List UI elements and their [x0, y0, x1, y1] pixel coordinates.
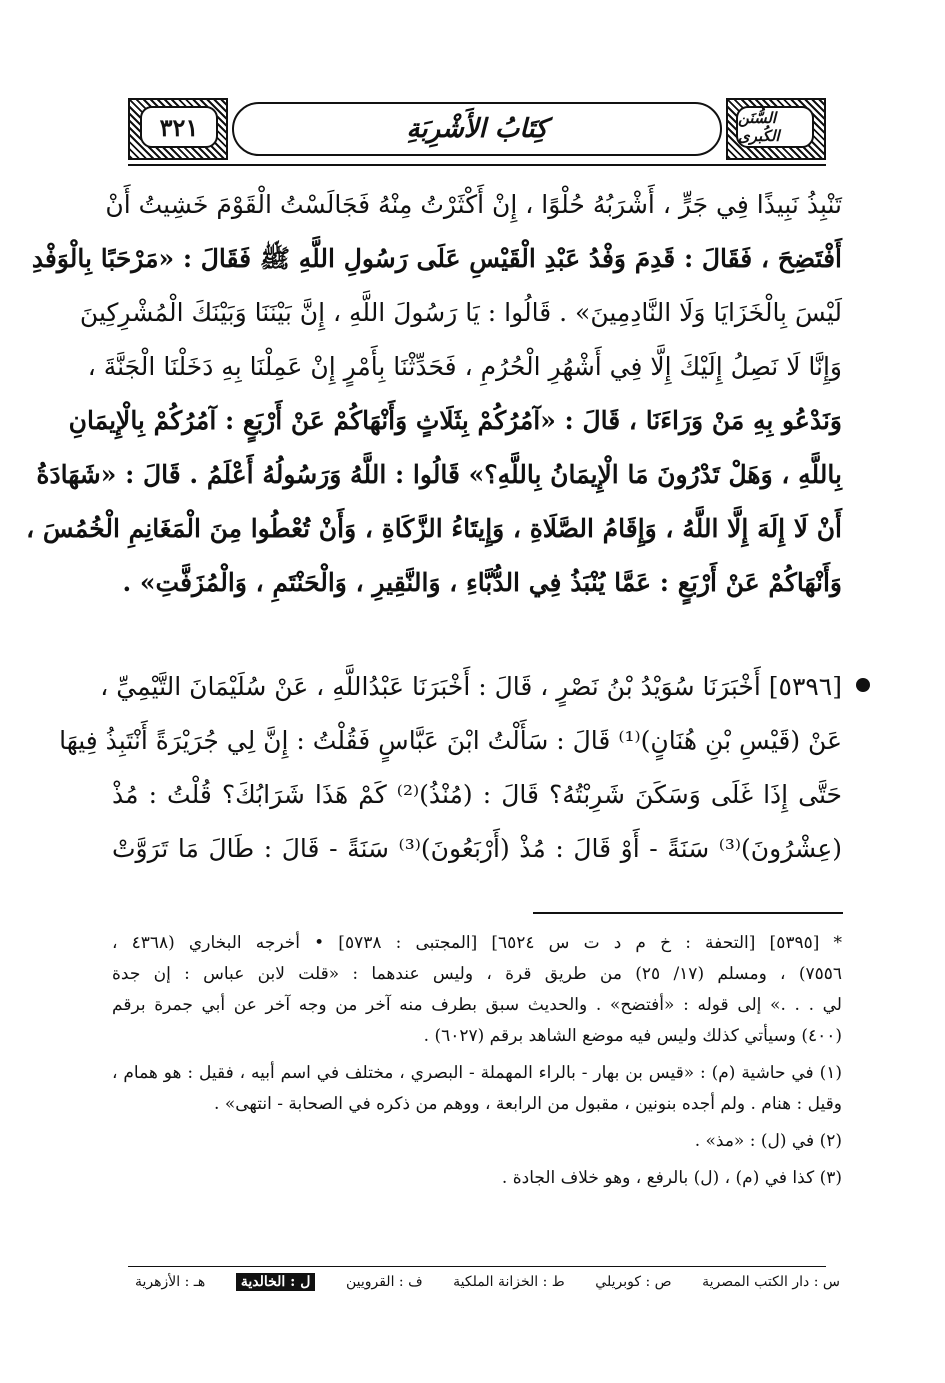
manuscript-legend [135, 1268, 840, 1296]
footnote-line: وقيل : هنام . ولم أجده بنونين ، مقبول من الرابعة ، ووهم من ذكره في الصحابة - انتهى» . [214, 1094, 842, 1114]
footnote-divider [533, 912, 843, 914]
header-divider [128, 164, 826, 166]
text-line: لَيْسَ بِالْخَزَايَا وَلَا النَّادِمِينَ» . قَالُوا : يَا رَسُولَ اللَّهِ ، إِنَّ بَيْنَنَا وَبَيْنَكَ الْمُشْرِكِينَ [79, 298, 842, 327]
page-number: ٣٢١ [140, 106, 218, 148]
footnote-line: ٧٥٥٦) ، ومسلم (١٧/ ٢٥) من طريق قرة ، وليس عندهما : «قلت لابن عباس : إن جدة [112, 964, 842, 984]
text-line: عَنْ (قَيْسِ بْنِ هُنَانٍ)⁽¹⁾ قَالَ : سَأَلْتُ ابْنَ عَبَّاسٍ فَقُلْتُ : إِنَّ لِي جُرَيْرَةً أَنْتَبِذُ فِيهَا [59, 726, 842, 755]
text-line: بِاللَّهِ ، وَهَلْ تَدْرُونَ مَا الْإِيمَانُ بِاللَّهِ؟» قَالُوا : اللَّهُ وَرَسُولُهُ أَعْلَمُ . قَالَ : «شَهَادَةُ [36, 460, 842, 489]
main-text [26, 178, 842, 610]
text-line: أَفْتَضِحَ ، فَقَالَ : قَدِمَ وَفْدُ عَبْدِ الْقَيْسِ عَلَى رَسُولِ اللَّهِ ﷺ فَقَالَ : «مَرْحَبًا بِالْوَفْدِ [31, 244, 842, 273]
footnote-line: * [٥٣٩٥] [التحفة : خ م د ت س ٦٥٢٤] [المجتبى : ٥٧٣٨] • أخرجه البخاري (٤٣٦٨ ، [112, 933, 842, 953]
text-line: وَإِنَّا لَا نَصِلُ إِلَيْكَ إِلَّا فِي أَشْهُرِ الْحُرُمِ ، فَحَدِّثْنَا بِأَمْرٍ إِنْ عَمِلْنَا بِهِ دَخَلْنَا الْجَنَّةَ ، [87, 352, 842, 381]
legend-item: ص : كوبريلي [595, 1274, 672, 1290]
chapter-title: كِتَابُ الأَشْرِبَةِ [406, 114, 548, 144]
text-line: تَنْبِذُ نَبِيذًا فِي جَرٍّ ، أَشْرَبُهُ حُلْوًا ، إِنْ أَكْثَرْتُ مِنْهُ فَجَالَسْتُ الْقَوْمَ خَشِيتُ أَنْ [105, 190, 842, 219]
text-line: وَنَدْعُو بِهِ مَنْ وَرَاءَنَا ، قَالَ : «آمُرُكُمْ بِثَلَاثٍ وَأَنْهَاكُمْ عَنْ أَرْبَعٍ : آمُرُكُمْ بِالْإِيمَانِ [68, 406, 842, 435]
legend-item: س : دار الكتب المصرية [702, 1274, 840, 1290]
footnote-line: (١) في حاشية (م) : «قيس بن بهار - بالراء المهملة - البصري ، مختلف في اسم أبيه ، فقيل : هو همام ، [112, 1063, 842, 1083]
footnote-line: (٣) كذا في (م) ، (ل) بالرفع ، وهو خلاف الجادة . [501, 1168, 842, 1188]
book-logo: السُّنَن الكُبرى [736, 106, 814, 148]
legend-item: ف : القرويين [345, 1274, 423, 1290]
page-header [128, 98, 826, 160]
text-line: [٥٣٩٦] أَخْبَرَنَا سُوَيْدُ بْنُ نَصْرٍ ، قَالَ : أَخْبَرَنَا عَبْدُاللَّهِ ، عَنْ سُلَيْمَانَ التَّيْمِيِّ ، [100, 672, 842, 701]
text-line: حَتَّى إِذَا غَلَى وَسَكَنَ شَرِبْتُهُ؟ قَالَ : (مُنْذُ)⁽²⁾ كَمْ هَذَا شَرَابُكَ؟ قُلْتُ : مُذْ [112, 780, 842, 809]
legend-item-highlighted: ل : الخالدية [236, 1273, 316, 1291]
footnotes [112, 928, 842, 1194]
text-line: (عِشْرُونَ)⁽³⁾ سَنَةً - أَوْ قَالَ : مُذْ (أَرْبَعُونَ)⁽³⁾ سَنَةً - قَالَ : طَالَ مَا تَرَوَّتْ [112, 834, 842, 863]
legend-divider [128, 1266, 826, 1267]
text-line: أَنْ لَا إِلَهَ إِلَّا اللَّهُ ، وَإِقَامُ الصَّلَاةِ ، وَإِيتَاءُ الزَّكَاةِ ، وَأَنْ تُعْطُوا مِنَ الْمَغَانِمِ الْخُمُسَ ، [26, 514, 842, 543]
legend-item: هـ : الأزهرية [135, 1274, 206, 1290]
footnote-line: (٢) في (ل) : «مذ» . [694, 1131, 842, 1151]
footnote-line: لي . . .» إلى قوله : «أفتضح» . والحديث سبق بطرف منه آخر من وجه آخر عن أبي جمرة برقم [112, 995, 842, 1015]
legend-item: ط : الخزانة الملكية [453, 1274, 565, 1290]
footnote-line: (٤٠٠) وسيأتي كذلك وليس فيه موضع الشاهد برقم (٦٠٢٧) . [423, 1026, 842, 1046]
bullet-dot-icon [856, 678, 870, 692]
text-line: وَأَنْهَاكُمْ عَنْ أَرْبَعٍ : عَمَّا يُنْبَذُ فِي الدُّبَّاءِ ، وَالنَّقِيرِ ، وَالْحَنْتَمِ ، وَالْمُزَفَّتِ» . [122, 568, 842, 597]
hadith-paragraph [59, 660, 842, 876]
chapter-title-frame [232, 102, 722, 156]
